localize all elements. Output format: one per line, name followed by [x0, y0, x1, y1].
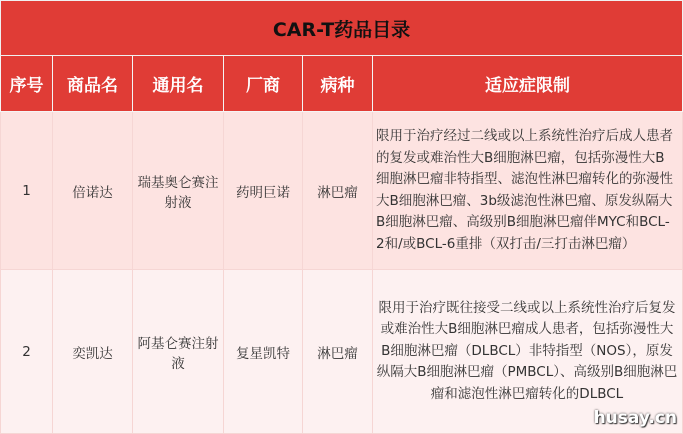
header-row [1, 56, 683, 112]
table-row [1, 112, 683, 270]
cell-maker: 药明巨诺 [224, 112, 303, 270]
cell-no: 1 [1, 112, 53, 270]
cell-brand: 倍诺达 [53, 112, 133, 270]
watermark: husay.cn [593, 408, 677, 428]
cell-indication: 限用于治疗既往接受二线或以上系统性治疗后复发或难治性大B细胞淋巴瘤成人患者，包括弥漫性大B细胞淋巴瘤（DLBCL）非特指型（NOS），原发纵隔大B细胞淋巴瘤（PMBCL）、高级别B细胞淋巴瘤和滤泡性淋巴瘤转化的DLBCL [373, 270, 683, 434]
header-indication: 适应症限制 [373, 56, 683, 112]
header-no: 序号 [1, 56, 53, 112]
cell-no: 2 [1, 270, 53, 434]
header-generic: 通用名 [133, 56, 224, 112]
cell-disease: 淋巴瘤 [303, 270, 373, 434]
header-maker: 厂商 [224, 56, 303, 112]
header-brand: 商品名 [53, 56, 133, 112]
cell-disease: 淋巴瘤 [303, 112, 373, 270]
cell-brand: 奕凯达 [53, 270, 133, 434]
table-title: CAR-T药品目录 [1, 1, 683, 56]
cell-maker: 复星凯特 [224, 270, 303, 434]
header-disease: 病种 [303, 56, 373, 112]
cell-indication: 限用于治疗经过二线或以上系统性治疗后成人患者的复发或难治性大B细胞淋巴瘤，包括弥漫性大B细胞淋巴瘤非特指型、滤泡性淋巴瘤转化的弥漫性大B细胞淋巴瘤、3b级滤泡性淋巴瘤、原发纵隔大B细胞淋巴瘤、高级别B细胞淋巴瘤伴MYC和BCL-2和/或BCL-6重排（双打击/三打击淋巴瘤） [373, 112, 683, 270]
cell-generic: 瑞基奥仑赛注射液 [133, 112, 224, 270]
table-row [1, 270, 683, 434]
cell-generic: 阿基仑赛注射液 [133, 270, 224, 434]
